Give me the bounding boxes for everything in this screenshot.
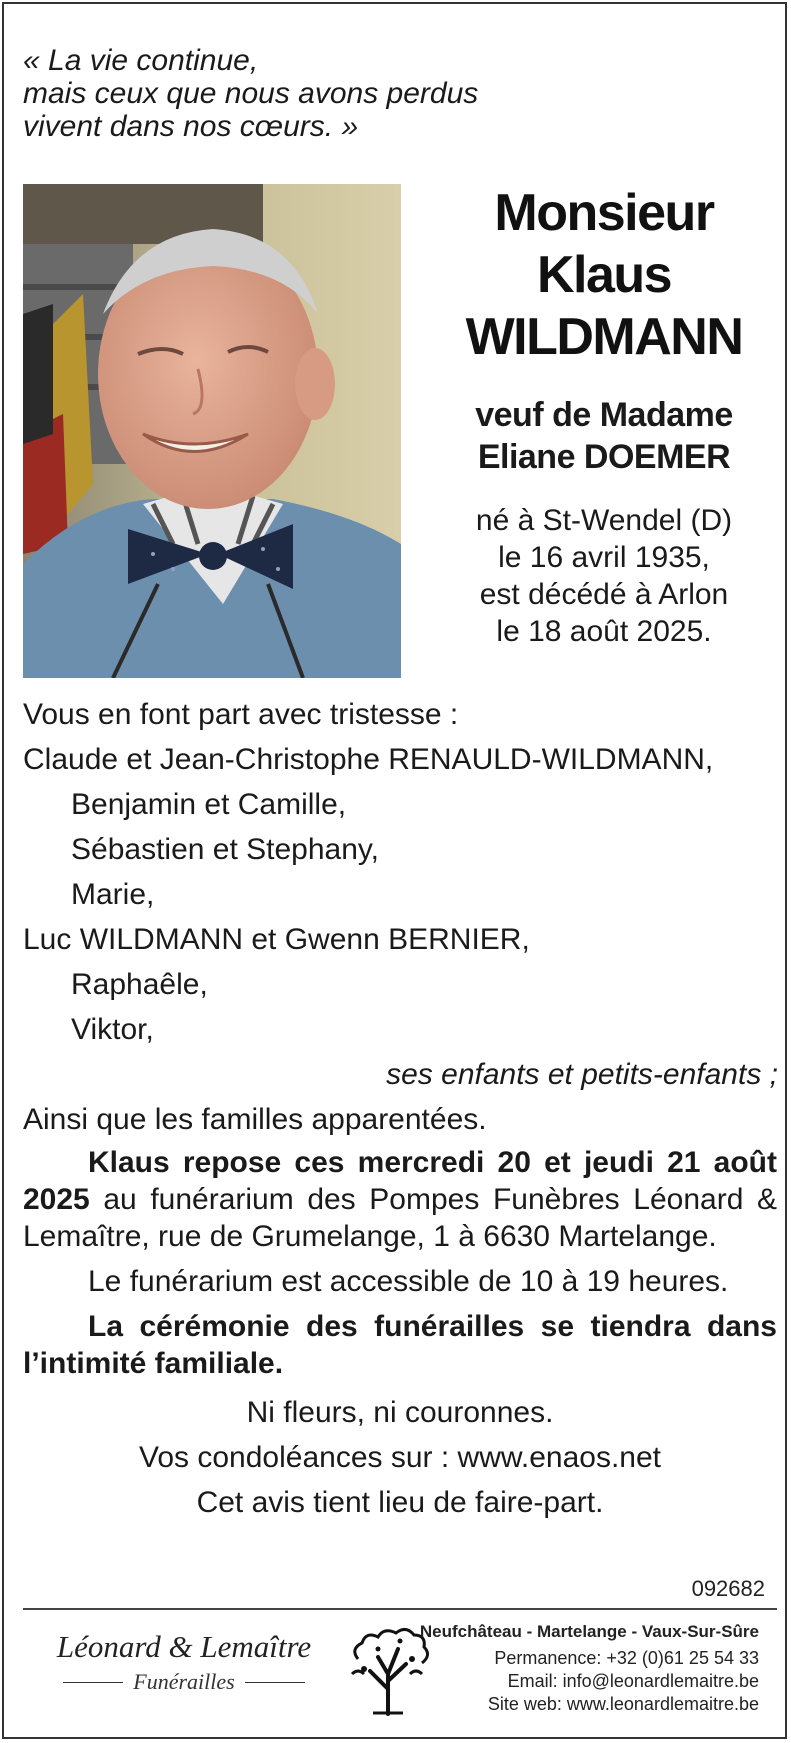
repose-paragraph [23, 1144, 777, 1255]
repose-rest: au funérarium des Pompes Funèbres Léonard & Lemaître, rue de Grumelange, 1 à 6630 Martelange. [23, 1183, 777, 1253]
family-members-list [23, 737, 778, 1052]
phone-line: Permanence: +32 (0)61 25 54 33 [494, 1648, 759, 1668]
locations: Neufchâteau - Martelange - Vaux-Sur-Sûre [419, 1622, 759, 1641]
spouse-line-1: veuf de Madame [475, 396, 733, 434]
first-name: Klaus [536, 246, 672, 304]
subtitle-rule-left [63, 1682, 123, 1683]
family-member-5: Raphaêle, [71, 968, 208, 1001]
funeral-home-name: Léonard & Lemaître [56, 1629, 312, 1664]
condolences-line: Vos condoléances sur : www.enaos.net [139, 1441, 661, 1474]
funeral-home-subtitle [34, 1669, 334, 1695]
family-member-1: Benjamin et Camille, [71, 788, 347, 821]
ceremony-bold: La cérémonie des funérailles se tiendra dans l’intimité familiale. [23, 1310, 777, 1380]
family-others: Ainsi que les familles apparentées. [23, 1103, 487, 1136]
family-member-2: Sébastien et Stephany, [71, 833, 379, 866]
deceased-identity [424, 182, 784, 650]
birth-death-info [424, 502, 784, 650]
notice-line: Cet avis tient lieu de faire-part. [196, 1486, 604, 1519]
flowers-line: Ni fleurs, ni couronnes. [246, 1396, 554, 1429]
last-name: WILDMANN [465, 308, 743, 366]
death-place: est décédé à Arlon [479, 578, 729, 611]
family-member-4: Luc WILDMANN et Gwenn BERNIER, [23, 923, 530, 956]
funeral-home-logo [34, 1629, 334, 1695]
quote-line-3: vivent dans nos cœurs. » [23, 110, 359, 143]
birth-place: né à St-Wendel (D) [475, 504, 733, 537]
spouse-line-2: Eliane DOEMER [477, 438, 731, 476]
spouse-info [424, 394, 784, 478]
website-line[interactable]: Site web: www.leonardlemaitre.be [487, 1694, 759, 1714]
honorific: Monsieur [494, 184, 714, 242]
hours-paragraph: Le funérarium est accessible de 10 à 19 heures. [88, 1265, 729, 1298]
obituary-notice [2, 2, 787, 1739]
funeral-home-contact [420, 1620, 759, 1716]
quote-line-1: « La vie continue, [23, 44, 259, 77]
quote-line-2: mais ceux que nous avons perdus [23, 77, 479, 110]
family-member-0: Claude et Jean-Christophe RENAULD-WILDMANN, [23, 743, 714, 776]
quote [23, 44, 623, 143]
family-intro: Vous en font part avec tristesse : [23, 698, 459, 731]
email-line[interactable]: Email: info@leonardlemaitre.be [507, 1671, 759, 1691]
funeral-details [23, 1144, 777, 1525]
repose-bold: Klaus repose ces mercredi 20 et jeudi 21 août 2025 [23, 1146, 777, 1216]
family-member-6: Viktor, [71, 1013, 154, 1046]
subtitle-text: Funérailles [133, 1669, 235, 1694]
closing-lines [23, 1390, 777, 1525]
ceremony-paragraph [23, 1308, 777, 1382]
family-relation: ses enfants et petits-enfants ; [386, 1058, 778, 1091]
birth-date: le 16 avril 1935, [498, 541, 710, 574]
reference-number: 092682 [691, 1576, 765, 1601]
portrait-photo [23, 184, 401, 678]
family-member-3: Marie, [71, 878, 155, 911]
subtitle-rule-right [245, 1682, 305, 1683]
portrait-illustration [23, 184, 401, 678]
death-date: le 18 août 2025. [496, 615, 712, 648]
family-announcement [23, 692, 778, 1142]
footer-divider [23, 1608, 777, 1610]
